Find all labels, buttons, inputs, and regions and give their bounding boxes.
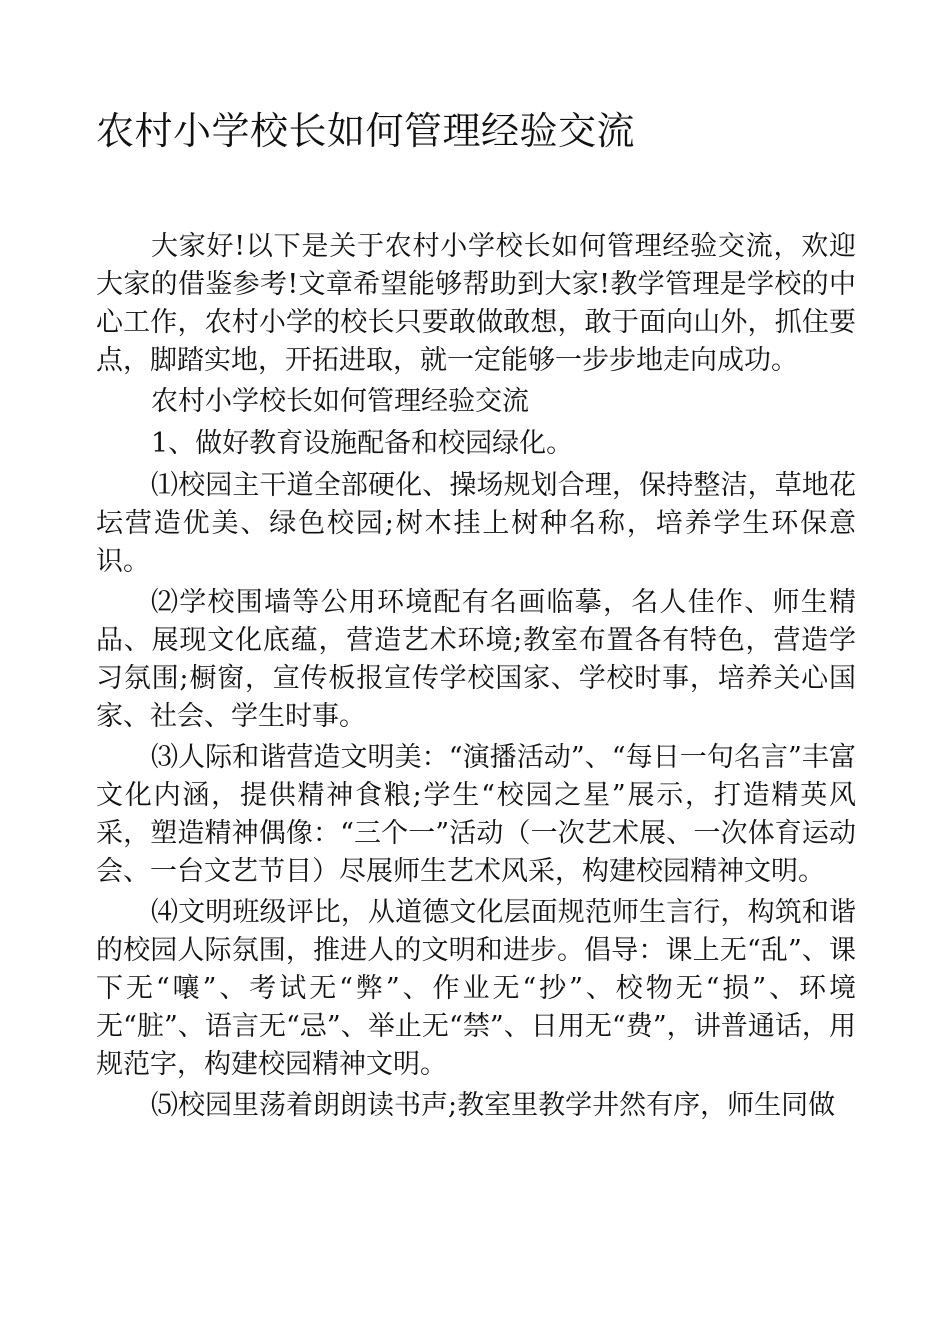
document-title: 农村小学校长如何管理经验交流 <box>96 109 636 153</box>
document-body <box>96 228 856 1128</box>
subsection-heading: 1、做好教育设施配备和校园绿化。 <box>151 428 574 459</box>
intro-paragraph: 大家好!以下是关于农村小学校长如何管理经验交流，欢迎大家的借鉴参考!文章希望能够帮助到大家!教学管理是学校的中心工作，农村小学的校长只要敢做敢想，敢于面向山外，抓住要点，脚踏实地，开拓进取，就一定能够一步步地走向成功。 <box>96 231 856 376</box>
list-item-1: ⑴校园主干道全部硬化、操场规划合理，保持整洁，草地花坛营造优美、绿色校园;树木挂上树种名称，培养学生环保意识。 <box>96 470 856 577</box>
section-heading: 农村小学校长如何管理经验交流 <box>151 386 529 417</box>
list-item-5: ⑸校园里荡着朗朗读书声;教室里教学井然有序，师生同做 <box>151 1090 836 1121</box>
list-item-3: ⑶人际和谐营造文明美：“演播活动”、“每日一句名言”丰富文化内涵，提供精神食粮;学生“校园之星”展示，打造精英风采，塑造精神偶像：“三个一”活动（一次艺术展、一次体育运动会、一台文艺节目）尽展师生艺术风采，构建校园精神文明。 <box>96 742 856 887</box>
list-item-4: ⑷文明班级评比，从道德文化层面规范师生言行，构筑和谐的校园人际氛围，推进人的文明和进步。倡导：课上无“乱”、课下无“嚷”、考试无“弊”、作业无“抄”、校物无“损”、环境无“脏”、语言无“忌”、举止无“禁”、日用无“费”，讲普通话，用规范字，构建校园精神文明。 <box>96 897 856 1080</box>
list-item-2: ⑵学校围墙等公用环境配有名画临摹，名人佳作、师生精品、展现文化底蕴，营造艺术环境;教室布置各有特色，营造学习氛围;橱窗，宣传板报宣传学校国家、学校时事，培养关心国家、社会、学生时事。 <box>96 587 856 732</box>
